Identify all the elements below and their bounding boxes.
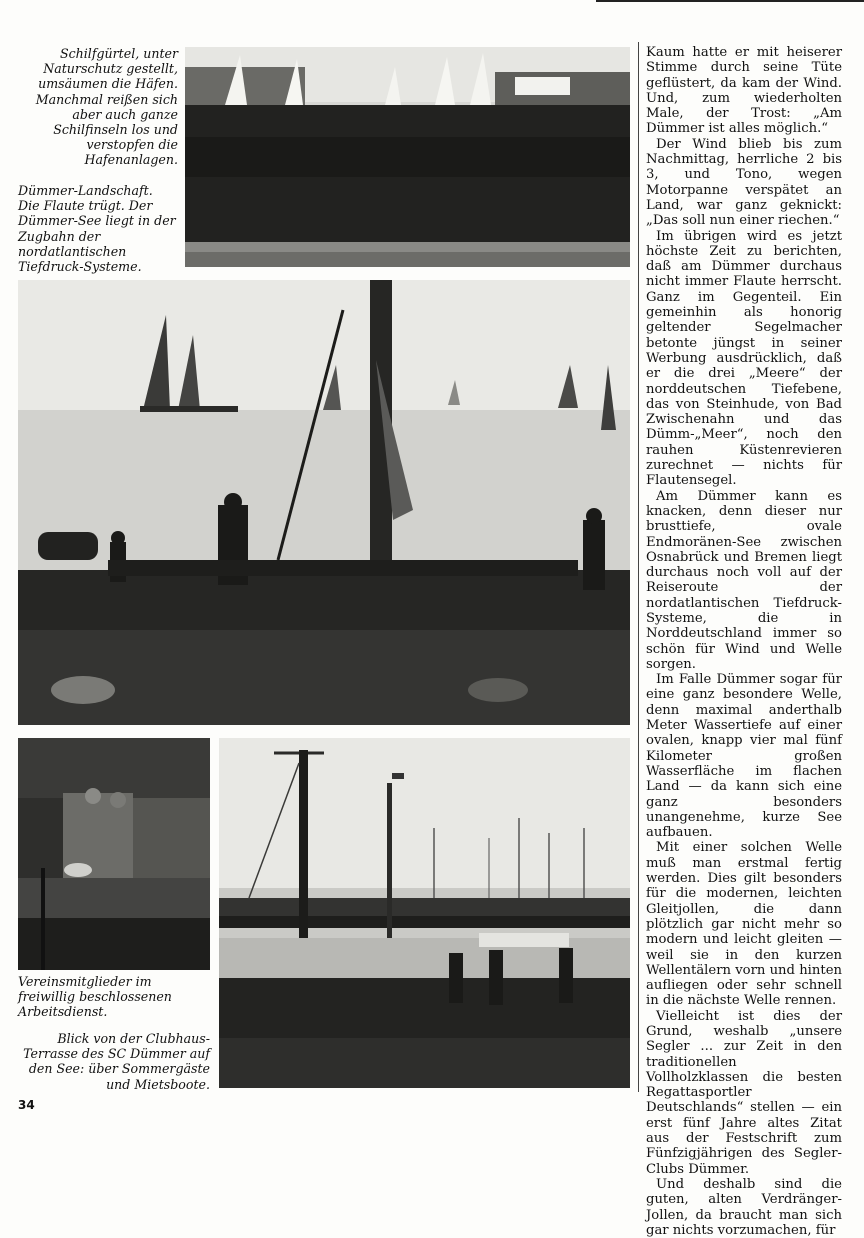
- photo-harbour-reeds: [185, 47, 630, 267]
- article-paragraph: Und deshalb sind die guten, alten Verdränger-Jollen, da braucht man sich gar nichts vorzumachen, für: [646, 1176, 842, 1238]
- caption-clubhouse: Blick von der Clubhaus-Terrasse des SC Dümmer auf den See: über Sommergäste und Mietsboote.: [23, 1031, 210, 1092]
- article-paragraph: Im Falle Dümmer sogar für eine ganz besondere Welle, denn maximal anderthalb Meter Wassertiefe auf einer ovalen, knapp vier mal fünf Kilometer großen Wasserfläche im flachen Land — da kann sich eine ganz besonders unangenehme, kurze See aufbauen.: [646, 672, 842, 841]
- article-paragraph: Vielleicht ist dies der Grund, weshalb „unsere Segler ... zur Zeit in den traditionellen Vollholzklassen die besten Regattasportler Deutschlands“ stellen — ein erst fünf Jahre altes Zitat aus der Festschrift zum Fünfzigjährigen des Segler-Clubs Dümmer.: [646, 1008, 842, 1177]
- caption-reed-belt: Schilfgürtel, unter Naturschutz gestellt, umsäumen die Häfen. Manchmal reißen sich aber auch ganze Schilfinseln los und verstopfen die Hafenanlagen.: [35, 46, 178, 168]
- caption-members: Vereinsmitglieder im freiwillig beschlossenen Arbeitsdienst.: [18, 974, 172, 1020]
- photo-lake-landscape: [18, 280, 630, 725]
- article-paragraph: Im übrigen wird es jetzt höchste Zeit zu berichten, daß am Dümmer durchaus nicht immer Flaute herrscht. Ganz im Gegenteil. Ein gemeinhin als honorig geltender Segelmacher betonte jüngst in seiner Werbung ausdrücklich, daß er die drei „Meere“ der norddeutschen Tiefebene, das von Steinhude, von Bad Zwischenahn und das Dümm-„Meer“, noch den rauhen Küstenrevieren zurechnet — nichts für Flautensegel.: [646, 228, 842, 489]
- article-paragraph: Am Dümmer kann es knacken, denn dieser nur brusttiefe, ovale Endmoränen-See zwischen Osnabrück und Bremen liegt durchaus noch voll auf der Reiseroute der nordatlantischen Tiefdruck-Systeme, die in Norddeutschland immer so schön für Wind und Welle sorgen.: [646, 488, 842, 672]
- column-divider: [638, 42, 639, 1092]
- header-rule: [596, 0, 864, 2]
- article-paragraph: Der Wind blieb bis zum Nachmittag, herrliche 2 bis 3, und Tono, wegen Motorpanne verspätet an Land, war ganz geknickt: „Das soll nun einer riechen.“: [646, 136, 842, 229]
- caption-landscape: Dümmer-Landschaft. Die Flaute trügt. Der Dümmer-See liegt in der Zugbahn der nordatlantischen Tiefdruck-Systeme.: [18, 183, 176, 275]
- page-number: 34: [18, 1098, 35, 1112]
- article-paragraph: Kaum hatte er mit heiserer Stimme durch seine Tüte geflüstert, da kam der Wind. Und, zum wiederholten Male, der Trost: „Am Dümmer ist alles möglich.“: [646, 45, 842, 137]
- article-paragraph: Mit einer solchen Welle muß man erstmal fertig werden. Dies gilt besonders für die modernen, leichten Gleitjollen, die dann plötzlich gar nicht mehr so modern und leicht gleiten — weil sie in den kurzen Wellentälern vorn und hinten aufliegen oder sehr schnell in die nächste Welle rennen.: [646, 840, 842, 1009]
- photo-club-members: [18, 738, 210, 970]
- article-column: [646, 45, 842, 1238]
- photo-clubhouse-terrace: [219, 738, 630, 1088]
